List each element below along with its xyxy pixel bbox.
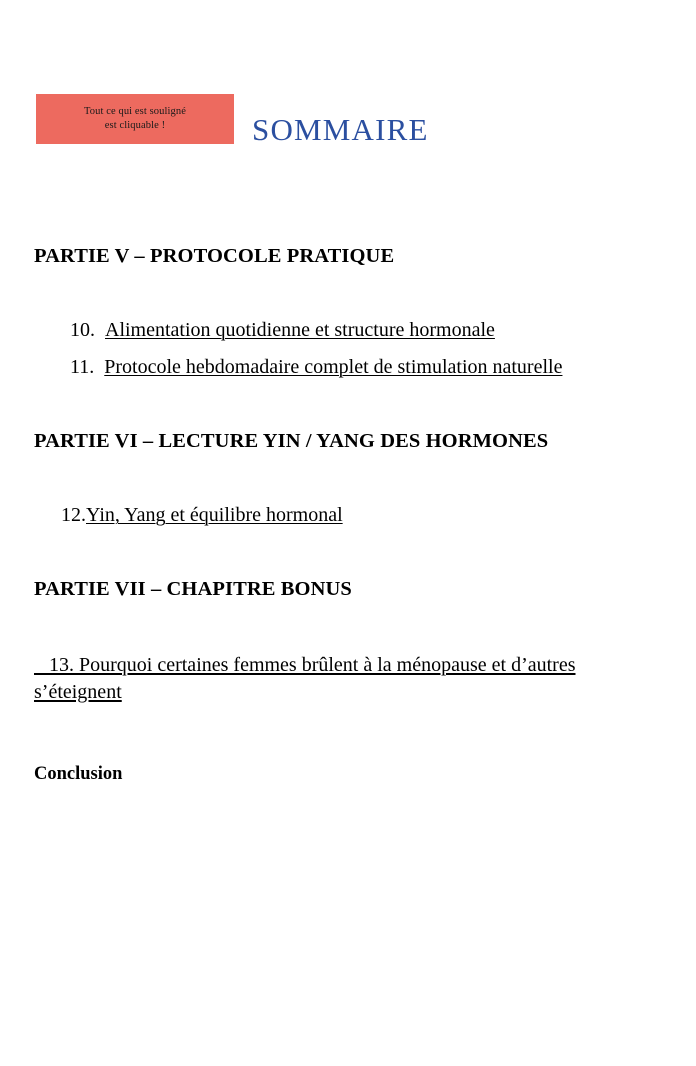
- toc-item-13-link[interactable]: [34, 654, 576, 703]
- page-header: [0, 94, 696, 158]
- conclusion-heading: Conclusion: [34, 764, 123, 784]
- section-heading-partie-v: PARTIE V – PROTOCOLE PRATIQUE: [34, 245, 395, 267]
- clickable-notice-callout: [36, 94, 234, 144]
- section-heading-partie-vii: PARTIE VII – CHAPITRE BONUS: [34, 578, 352, 600]
- toc-item-11-link[interactable]: Protocole hebdomadaire complet de stimulation naturelle: [104, 356, 563, 378]
- toc-item-13-label: Pourquoi certaines femmes brûlent à la ménopause et d’autres s’éteignent: [34, 654, 576, 704]
- toc-item-10[interactable]: [70, 319, 495, 343]
- toc-item-10-link[interactable]: Alimentation quotidienne et structure hormonale: [105, 319, 495, 341]
- toc-item-13[interactable]: [34, 652, 634, 706]
- section-heading-partie-vi: PARTIE VI – LECTURE YIN / YANG DES HORMONES: [34, 430, 549, 452]
- toc-item-11-number: 11.: [70, 356, 95, 378]
- toc-item-12-number: 12.: [61, 504, 86, 526]
- toc-item-13-number: 13.: [49, 654, 74, 676]
- page-title: SOMMAIRE: [252, 112, 429, 147]
- toc-item-11[interactable]: [70, 356, 562, 380]
- toc-item-12-link[interactable]: Yin, Yang et équilibre hormonal: [86, 504, 343, 526]
- callout-line-1: Tout ce qui est souligné: [84, 105, 186, 117]
- toc-item-12[interactable]: [61, 504, 343, 528]
- toc-item-10-number: 10.: [70, 319, 95, 341]
- callout-line-2: est cliquable !: [104, 120, 166, 131]
